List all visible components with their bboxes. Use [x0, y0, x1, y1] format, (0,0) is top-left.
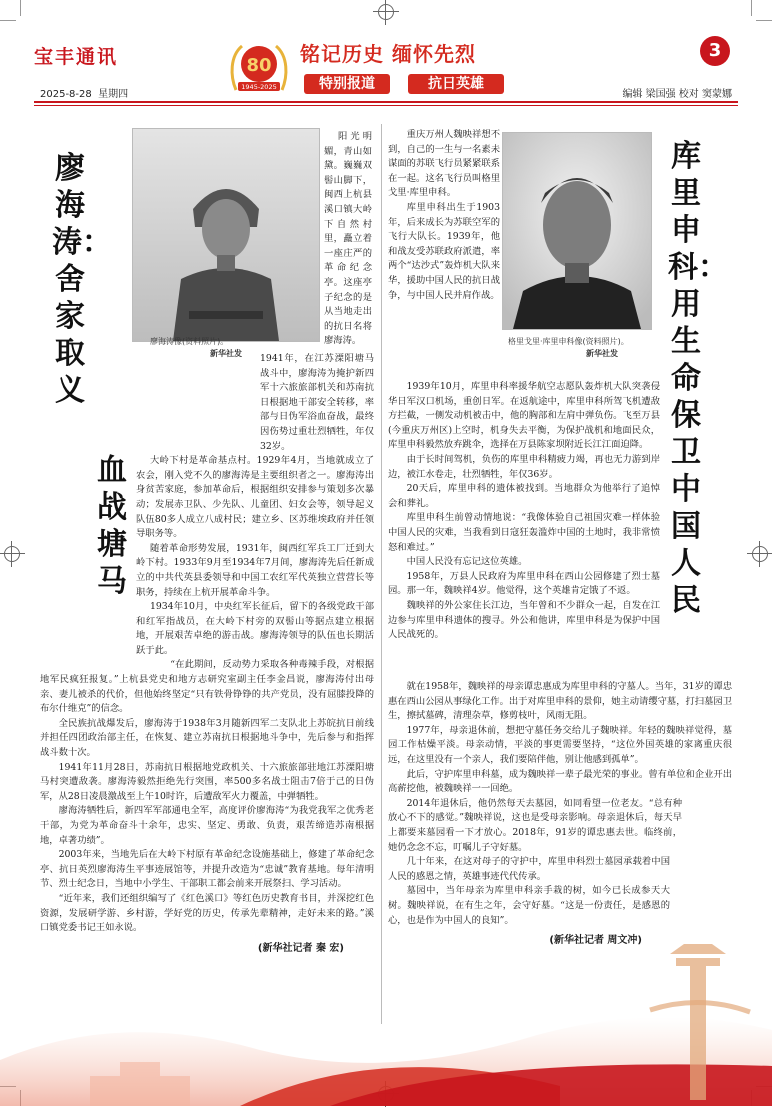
crop-mark: [0, 20, 16, 21]
right-paragraph: 由于长时间驾机，负伤的库里申科精疲力竭，再也无力游到岸边，被江水卷走，壮烈牺牲，年仅36岁。: [388, 453, 660, 480]
section-label-left: 特别报道: [304, 74, 390, 94]
left-paragraph: 1941年，在江苏溧阳塘马战斗中，廖海涛为掩护新四军十六旅旅部机关和苏南抗日根据地干部安全转移，率部与日伪军浴血奋战，最终因伤势过重壮烈牺牲，年仅32岁。: [260, 353, 374, 452]
right-intro-paragraph: 重庆万州人魏映祥想不到，自己的一生与一名素未谋面的苏联飞行员紧紧联系在一起。这名飞行员叫格里戈里·库里申科。: [388, 129, 500, 199]
left-article-body: [40, 352, 374, 956]
left-article-title-line2: 血战塘马: [97, 453, 127, 599]
section-label-right: 抗日英雄: [408, 74, 504, 94]
right-paragraph: 就在1958年，魏映祥的母亲谭忠惠成为库里申科的守墓人。当年，31岁的谭忠惠在西山公园从事绿化工作。出于对库里申科的景仰，她主动请缨守墓，打扫墓园卫生，擦拭墓碑，清理杂草，修剪枝叶，风雨无阻。: [388, 681, 732, 722]
right-paragraph: 1977年，母亲退休前，想把守墓任务交给儿子魏映祥。年轻的魏映祥觉得，墓园工作枯燥平淡。母亲动情，平淡的事更需要坚持，“这位外国英雄的家离重庆很远，在这里没有一个亲人，我们要陪伴他，别让他感到孤单”。: [388, 724, 732, 765]
right-paragraph: 墓园中，当年母亲为库里申科亲手栽的树，如今已长成参天大树。魏映祥说，在有生之年，会守好墓。“这是一份责任，是感恩的心，也是作为中国人的良知”。: [388, 885, 670, 926]
right-photo-caption: 格里戈里·库里申科像(资料照片)。: [508, 337, 629, 346]
banner-headline: 铭记历史 缅怀先烈: [300, 42, 476, 66]
right-paragraph: 20天后，库里申科的遗体被找到。当地群众为他举行了追悼会和葬礼。: [388, 483, 660, 509]
crop-mark: [20, 0, 21, 16]
left-paragraph: 2003年来，当地先后在大岭下村原有革命纪念设施基础上，修建了革命纪念亭、抗日英烈廖海涛生平事迹展馆等，并提升改造为“忠诚”教育基地。每年清明节、烈士纪念日，当地中小学生、干部职工都会前来开展祭扫、学习活动。: [40, 849, 374, 890]
left-paragraph: “在此期间，反动势力采取各种毒辣手段，对根据地军民疯狂报复。”上杭县党史和地方志研究室副主任李金昌说，廖海涛付出母亲、妻儿被杀的代价，但他始终坚定“只有铁骨铮铮的共产党员，没有屈膝投降的布尔什维克”的信念。: [40, 659, 374, 715]
right-article-byline: (新华社记者 周文冲): [549, 935, 642, 947]
kulishenko-portrait: [502, 132, 652, 330]
badge-number: 80: [246, 55, 272, 76]
right-article-title: 库里申科：用生命保卫中国人民: [668, 139, 728, 618]
left-paragraph: 廖海涛牺牲后，新四军军部通电全军，高度评价廖海涛“为我党我军之优秀老干部，为党为革命奋斗十余年，忠实、坚定、勇敢、负责，艰苦缔造苏南根据地，卓著功绩”。: [40, 805, 374, 846]
left-article-byline: (新华社记者 秦 宏): [257, 942, 344, 954]
right-paragraph: 1939年10月，库里申科率援华航空志愿队轰炸机大队突袭侵华日军汉口机场，重创日军。在返航途中，库里申科所驾飞机遭敌方拦截，一侧发动机被击中，他的胸部和左肩中弹负伤。飞至万县(今重庆万州区)上空时，机身失去平衡，为保护战机和地面民众，库里申科毅然放弃跳伞，选择在万县陈家坝附近长江江面迫降。: [388, 381, 660, 451]
left-article-intro: [324, 130, 372, 349]
portrait-image: [133, 129, 319, 341]
right-paragraph: 1958年，万县人民政府为库里申科在西山公园修建了烈士墓园。那一年，魏映祥4岁。他觉得，这个英雄肯定饿了不返。: [388, 570, 660, 597]
left-paragraph: 随着革命形势发展，1931年，闽西红军兵工厂迁到大岭下村。1933年9月至1934年7月间，廖海涛先后任新成立的中共代英县委领导和中国工农红军代英独立营营长等职务，持续在上杭开展革命斗争。: [136, 542, 374, 598]
crop-mark: [756, 20, 772, 21]
right-paragraph: 此后，守护库里申科墓，成为魏映祥一辈子最光荣的事业。曾有单位和企业开出高薪挖他，被魏映祥一一回绝。: [388, 768, 732, 795]
portrait-image: [503, 133, 651, 329]
column-divider: [381, 124, 382, 1024]
left-article-title-line1: 廖海涛：舍家取义: [52, 151, 112, 408]
crop-mark: [751, 0, 752, 16]
header-rule-thin: [34, 105, 738, 106]
right-paragraph: 魏映祥的外公家住长江边，当年曾和不少群众一起，自发在江边参与库里申科遗体的搜寻。外公和他讲，库里申科是为保护中国人民战死的。: [388, 599, 660, 641]
registration-mark-right: [752, 546, 768, 562]
editor-credits: 编辑 梁国强 校对 窦蒙娜: [622, 89, 732, 100]
registration-mark-left: [4, 546, 20, 562]
date: 2025-8-28: [40, 89, 92, 100]
right-paragraph: 几十年来，在这对母子的守护中，库里申科烈士墓园承载着中国人民的感恩之情，英雄事迹代代传承。: [388, 856, 670, 882]
left-paragraph: 大岭下村是革命基点村。1929年4月，当地就成立了农会，刚入党不久的廖海涛是主要组织者之一。廖海涛出身贫苦家庭，参加革命后，根据组织安排参与策划多次暴动；发展赤卫队、少先队、儿童团、妇女会等，领导起义队伍80多人成立八成村民；建立乡、区苏维埃政府并任领导职务等。: [136, 455, 374, 540]
left-paragraph: “近年来，我们还组织编写了《红色溪口》等红色历史教育书目，并深挖红色资源，发展研学游、乡村游，学好党的历史，传承先辈精神，走好未来的路。”溪口镇党委书记王如永说。: [40, 892, 374, 934]
registration-mark-top: [378, 4, 394, 20]
right-paragraph: 中国人民没有忘记这位英雄。: [406, 556, 528, 568]
left-paragraph: 1941年11月28日，苏南抗日根据地党政机关、十六旅旅部驻地江苏溧阳塘马村突遭敌袭。廖海涛毅然拒绝先行突围，率500多名战士阻击7倍于己的日伪军，从28日凌晨激战至上午10时许，后遭敌军火力覆盖，中弹牺牲。: [40, 761, 374, 802]
decorative-footer-art: [0, 890, 772, 1106]
right-intro-paragraph-2: 库里申科出生于1903年，后来成长为苏联空军的飞行大队长。1939年，他和战友受苏联政府派遣，率两个“达沙式”轰炸机大队来华，援助中国人民的抗日战争，与中国人民并肩作战。: [388, 201, 500, 301]
left-paragraph: 1934年10月，中央红军长征后，留下的各级党政干部和红军指战员，在大岭下村旁的双髻山等据点建立根据地，开展艰苦卓绝的游击战。廖海涛领导的队伍也长期活跃于此。: [136, 601, 374, 656]
masthead: 宝丰通讯: [34, 46, 119, 68]
left-photo-caption: 廖海涛像(资料照片)。: [150, 337, 229, 346]
left-intro-paragraph: 阳光明媚，青山如黛。巍巍双髻山脚下，闽西上杭县溪口镇大岭下自然村里，矗立着一座庄严的革命纪念亭。这座亭子纪念的是从当地走出的抗日名将廖海涛。: [324, 131, 372, 347]
right-paragraph: 2014年退休后，他仍然每天去墓园，如同看望一位老友。“总有种放心不下的感觉。”魏映祥说，这也是受母亲影响。母亲退休后，每天早上都要来墓园看一下才放心。2018年，91岁的谭忠惠去世。临终前，她仍念念不忘，叮嘱儿子守好墓。: [388, 797, 682, 853]
left-photo-source: 新华社发: [210, 349, 242, 358]
left-paragraph: 全民族抗战爆发后，廖海涛于1938年3月随新四军二支队北上苏皖抗日前线并担任四团政治部主任，在恢复、建立苏南抗日根据地斗争中，先后参与和指挥战斗数十次。: [40, 717, 374, 759]
liao-haitao-portrait: [132, 128, 320, 342]
page-number: 3: [700, 36, 730, 66]
right-article-body: [388, 380, 660, 643]
banner: [222, 36, 558, 96]
anniversary-badge-icon: [228, 38, 290, 94]
dateline: [40, 85, 128, 100]
header-rule: [34, 101, 738, 103]
right-article-intro: [388, 128, 500, 303]
weekday: 星期四: [98, 89, 129, 100]
right-photo-source: 新华社发: [586, 349, 618, 358]
right-paragraph: 库里申科生前曾动情地说：“我像体验自己祖国灾难一样体验中国人民的灾难，当我看到日寇狂轰滥炸中国的土地时，我非常愤怒和难过。”: [388, 512, 660, 553]
badge-years: 1945-2025: [241, 83, 277, 91]
